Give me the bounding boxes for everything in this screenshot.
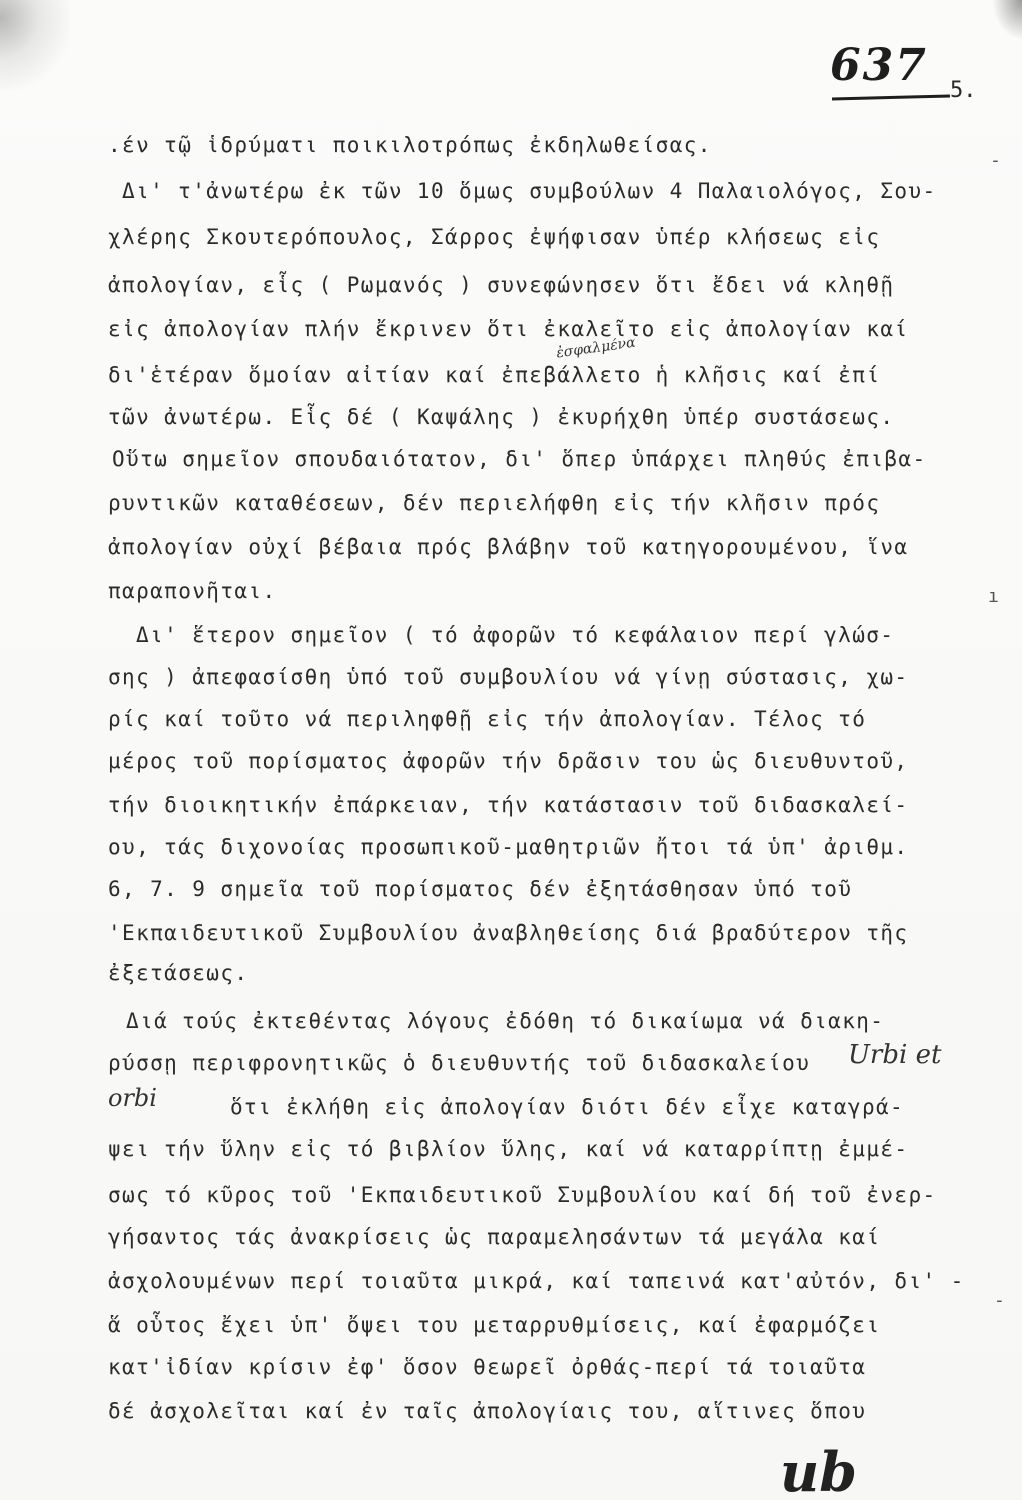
text-line: μέρος τοῦ πορίσματος ἀφορῶν τήν δρᾶσιν του ὡς διευθυντοῦ, — [108, 749, 909, 773]
margin-dash: - — [990, 150, 1001, 171]
scan-smudge-right — [992, 0, 1022, 40]
text-line: ὅτι ἐκλήθη εἰς ἀπολογίαν διότι δέν εἶχε καταγρά- — [230, 1095, 905, 1119]
text-line: ἀπολογίαν οὐχί βέβαια πρός βλάβην τοῦ κατηγορουμένου, ἵνα — [108, 535, 909, 559]
text-line: δι'ἑτέραν ὅμοίαν αἰτίαν καί ἐπεβάλλετο ἡ κλῆσις καί ἐπί — [108, 363, 881, 387]
handwritten-insert: Urbi et — [848, 1040, 942, 1070]
text-line: Διά τούς ἐκτεθέντας λόγους ἐδόθη τό δικαίωμα νά διακη- — [126, 1009, 885, 1033]
text-line: ψει τήν ὕλην εἰς τό βιβλίον ὕλης, καί νά καταρρίπτῃ ἐμμέ- — [108, 1137, 909, 1161]
text-line: ἐξετάσεως. — [108, 961, 249, 985]
text-line: χλέρης Σκουτερόπουλος, Σάρρος ἐψήφισαν ὑπέρ κλήσεως εἰς — [108, 225, 881, 249]
page-number: 5. — [950, 78, 977, 103]
text-line: ρύσσῃ περιφρονητικῶς ὁ διευθυντής τοῦ διδασκαλείου — [108, 1051, 811, 1075]
text-line: ου, τάς διχονοίας προσωπικοῦ-μαθητριῶν ἤτοι τά ὑπ' ἀριθμ. — [108, 835, 909, 859]
margin-tick: ı — [988, 586, 999, 607]
text-line: παραπονῆται. — [108, 579, 277, 603]
handwritten-initials: ub — [780, 1440, 858, 1504]
text-line: σης ) ἀπεφασίσθη ὑπό τοῦ συμβουλίου νά γίνῃ σύστασις, χω- — [108, 665, 909, 689]
folio-number: 637 — [830, 40, 928, 91]
text-line: .έν τῷ ἱδρύματι ποικιλοτρόπως ἐκδηλωθείσας. — [108, 133, 712, 157]
folio-underline — [832, 94, 950, 100]
text-line: ρυντικῶν καταθέσεων, δέν περιελήφθη εἰς τήν κλῆσιν πρός — [108, 491, 881, 515]
text-line: Δι' τ'ἀνωτέρω ἐκ τῶν 10 ὅμως συμβούλων 4 Παλαιολόγος, Σου- — [122, 179, 937, 203]
handwritten-insert: orbi — [108, 1084, 157, 1112]
text-line: ἀπολογίαν, εἷς ( Ρωμανός ) συνεφώνησεν ὅτι ἔδει νά κληθῇ — [108, 273, 895, 297]
scan-smudge-left — [0, 0, 70, 90]
text-line: 6, 7. 9 σημεῖα τοῦ πορίσματος δέν ἐξητάσθησαν ὑπό τοῦ — [108, 877, 853, 901]
text-line: δέ ἀσχολεῖται καί ἐν ταῖς ἀπολογίαις του, αἵτινες ὅπου — [108, 1399, 867, 1423]
text-line: σως τό κῦρος τοῦ 'Εκπαιδευτικοῦ Συμβουλίου καί δή τοῦ ἐνερ- — [108, 1183, 937, 1207]
text-line: Οὕτω σημεῖον σπουδαιότατον, δι' ὅπερ ὑπάρχει πληθύς ἐπιβα- — [112, 447, 927, 471]
margin-dash: - — [994, 1290, 1005, 1311]
text-line: εἰς ἀπολογίαν πλήν ἔκρινεν ὅτι ἐκαλεῖτο εἰς ἀπολογίαν καί — [108, 317, 909, 341]
text-line: ἅ οὗτος ἔχει ὑπ' ὄψει του μεταρρυθμίσεις, καί ἐφαρμόζει — [108, 1313, 881, 1337]
text-line: 'Εκπαιδευτικοῦ Συμβουλίου ἀναβληθείσης διά βραδύτερον τῆς — [108, 921, 909, 945]
text-line: Δι' ἕτερον σημεῖον ( τό ἀφορῶν τό κεφάλαιον περί γλώσ- — [136, 623, 895, 647]
text-line: τῶν ἀνωτέρω. Εἷς δέ ( Καψάλης ) ἐκυρήχθη ὑπέρ συστάσεως. — [108, 405, 895, 429]
handwritten-correction: ἐσφαλμένα — [555, 334, 637, 362]
text-line: τήν διοικητικήν ἐπάρκειαν, τήν κατάστασιν τοῦ διδασκαλεί- — [108, 793, 909, 817]
text-line: γήσαντος τάς ἀνακρίσεις ὡς παραμελησάντων τά μεγάλα καί — [108, 1225, 881, 1249]
text-line: ἀσχολουμένων περί τοιαῦτα μικρά, καί ταπεινά κατ'αὐτόν, δι' - — [108, 1269, 965, 1293]
text-line: κατ'ἰδίαν κρίσιν ἐφ' ὅσον θεωρεῖ ὀρθάς-περί τά τοιαῦτα — [108, 1355, 867, 1379]
text-line: ρίς καί τοῦτο νά περιληφθῇ εἰς τήν ἀπολογίαν. Τέλος τό — [108, 707, 867, 731]
